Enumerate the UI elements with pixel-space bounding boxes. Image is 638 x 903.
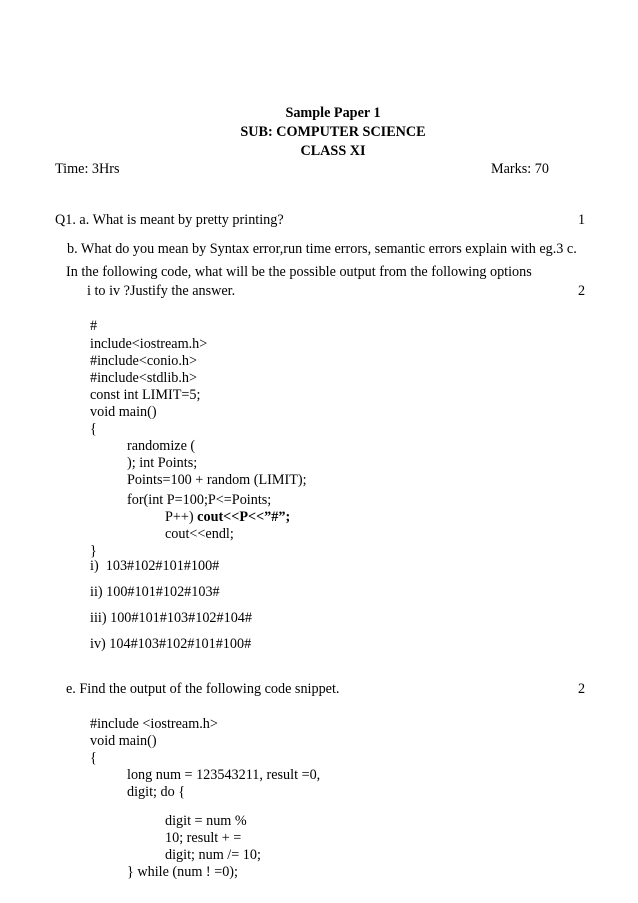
question-1c-line1: In the following code, what will be the possible output from the following options <box>66 264 532 280</box>
code-line: digit; do { <box>127 784 186 800</box>
code-line: { <box>90 421 97 437</box>
code-line: { <box>90 750 97 766</box>
class-heading: CLASS XI <box>300 143 366 159</box>
question-1e: e. Find the output of the following code snippet. <box>66 681 340 697</box>
code-line: } while (num ! =0); <box>127 864 238 880</box>
code-line: ); int Points; <box>127 455 198 471</box>
option-item: iii) 100#101#103#102#104# <box>90 610 252 626</box>
code-line: cout<<endl; <box>165 526 234 542</box>
marks-label: Marks: 70 <box>491 161 549 177</box>
code-line: void main() <box>90 404 157 420</box>
question-1e-marks: 2 <box>578 681 586 697</box>
code-line: digit; num /= 10; <box>165 847 261 863</box>
question-1a: Q1. a. What is meant by pretty printing? <box>55 212 284 228</box>
subject-heading: SUB: COMPUTER SCIENCE <box>240 124 426 140</box>
code-fragment: P++) <box>165 509 198 525</box>
code-line: #include <iostream.h> <box>90 716 218 732</box>
paper-title: Sample Paper 1 <box>285 105 381 121</box>
code-line: include<iostream.h> <box>90 336 208 352</box>
option-item: iv) 104#103#102#101#100# <box>90 636 252 652</box>
question-1b: b. What do you mean by Syntax error,run time errors, semantic errors explain with eg.3 c. <box>67 241 577 257</box>
code-fragment-bold: cout<<P<<”#”; <box>197 509 291 525</box>
option-item: i) 103#102#101#100# <box>90 558 220 574</box>
question-1c-marks: 2 <box>578 283 586 299</box>
code-line: digit = num % <box>165 813 247 829</box>
code-line: void main() <box>90 733 157 749</box>
code-line: } <box>90 543 97 559</box>
code-line: long num = 123543211, result =0, <box>127 767 321 783</box>
code-line: const int LIMIT=5; <box>90 387 201 403</box>
time-label: Time: 3Hrs <box>55 161 120 177</box>
question-1c-line2: i to iv ?Justify the answer. <box>87 283 236 299</box>
code-line: 10; result + = <box>165 830 242 846</box>
code-line: for(int P=100;P<=Points; <box>127 492 272 508</box>
code-line: #include<stdlib.h> <box>90 370 198 386</box>
question-1a-marks: 1 <box>578 212 586 228</box>
code-line <box>165 509 290 525</box>
option-item: ii) 100#101#102#103# <box>90 584 220 600</box>
code-line: #include<conio.h> <box>90 353 198 369</box>
code-line: Points=100 + random (LIMIT); <box>127 472 307 488</box>
code-line: randomize ( <box>127 438 196 454</box>
code-line: # <box>90 318 98 334</box>
